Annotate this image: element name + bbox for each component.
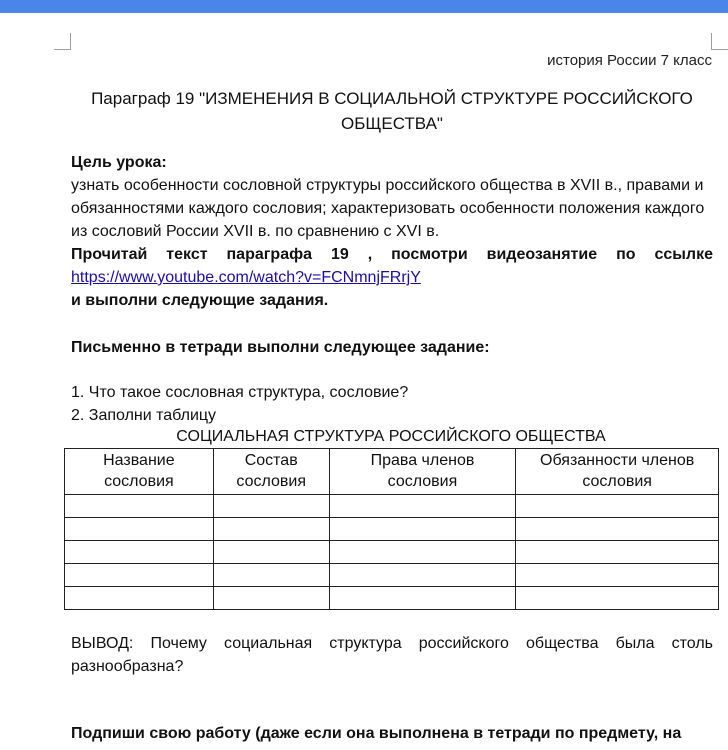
estates-table bbox=[64, 448, 719, 610]
written-task-heading: Письменно в тетради выполни следующее задание: bbox=[71, 339, 490, 356]
table-cell bbox=[65, 541, 214, 564]
table-cell bbox=[329, 541, 516, 564]
table-cell bbox=[516, 564, 719, 587]
table-cell bbox=[65, 564, 214, 587]
task-item: 1. Что такое сословная структура, сословие? bbox=[71, 384, 409, 401]
table-title: СОЦИАЛЬНАЯ СТРУКТУРА РОССИЙСКОГО ОБЩЕСТВА bbox=[176, 428, 606, 445]
header-note: история России 7 класс bbox=[547, 52, 712, 69]
page-margin-corner-left bbox=[54, 33, 71, 50]
table-cell bbox=[65, 518, 214, 541]
table-cell bbox=[213, 495, 329, 518]
read-instruction: Прочитай текст параграфа 19 , посмотри видеозанятие по ссылке bbox=[71, 246, 713, 263]
table-row bbox=[65, 495, 719, 518]
table-cell bbox=[213, 564, 329, 587]
table-cell bbox=[213, 541, 329, 564]
sign-instruction: Подпиши свою работу (даже если она выполнена в тетради по предмету, на bbox=[71, 725, 682, 742]
table-cell bbox=[516, 495, 719, 518]
table-cell bbox=[213, 518, 329, 541]
page-margin-corner-right bbox=[711, 33, 728, 50]
column-header: Название сословия bbox=[65, 449, 214, 495]
table-cell bbox=[329, 587, 516, 610]
goal-heading: Цель урока: bbox=[71, 154, 167, 171]
table-cell bbox=[65, 495, 214, 518]
conclusion-text: ВЫВОД: Почему социальная структура российского общества была столь разнообразна? bbox=[71, 635, 713, 675]
column-header: Состав сословия bbox=[213, 449, 329, 495]
table-cell bbox=[516, 541, 719, 564]
table-cell bbox=[65, 587, 214, 610]
table-cell bbox=[329, 518, 516, 541]
task-item: 2. Заполни таблицу bbox=[71, 407, 217, 424]
table-row bbox=[65, 518, 719, 541]
table-row bbox=[65, 541, 719, 564]
video-link[interactable]: https://www.youtube.com/watch?v=FCNmnjFRrjY bbox=[71, 269, 421, 286]
top-accent-bar bbox=[0, 0, 728, 13]
table-cell bbox=[329, 564, 516, 587]
column-header: Обязанности членов сословия bbox=[516, 449, 719, 495]
table-cell bbox=[516, 518, 719, 541]
after-link-text: и выполни следующие задания. bbox=[71, 292, 329, 309]
table-row bbox=[65, 587, 719, 610]
table-row bbox=[65, 564, 719, 587]
paragraph-title: Параграф 19 "ИЗМЕНЕНИЯ В СОЦИАЛЬНОЙ СТРУКТУРЕ РОССИЙСКОГО ОБЩЕСТВА" bbox=[91, 89, 693, 133]
column-header: Права членов сословия bbox=[329, 449, 516, 495]
table-cell bbox=[213, 587, 329, 610]
table-cell bbox=[329, 495, 516, 518]
goal-text: узнать особенности сословной структуры российского общества в XVII в., правами и обязанностями каждого сословия; характеризовать особенности положения каждого из сословий России XVII в. по сравнению с XVI в. bbox=[71, 177, 705, 240]
table-cell bbox=[516, 587, 719, 610]
